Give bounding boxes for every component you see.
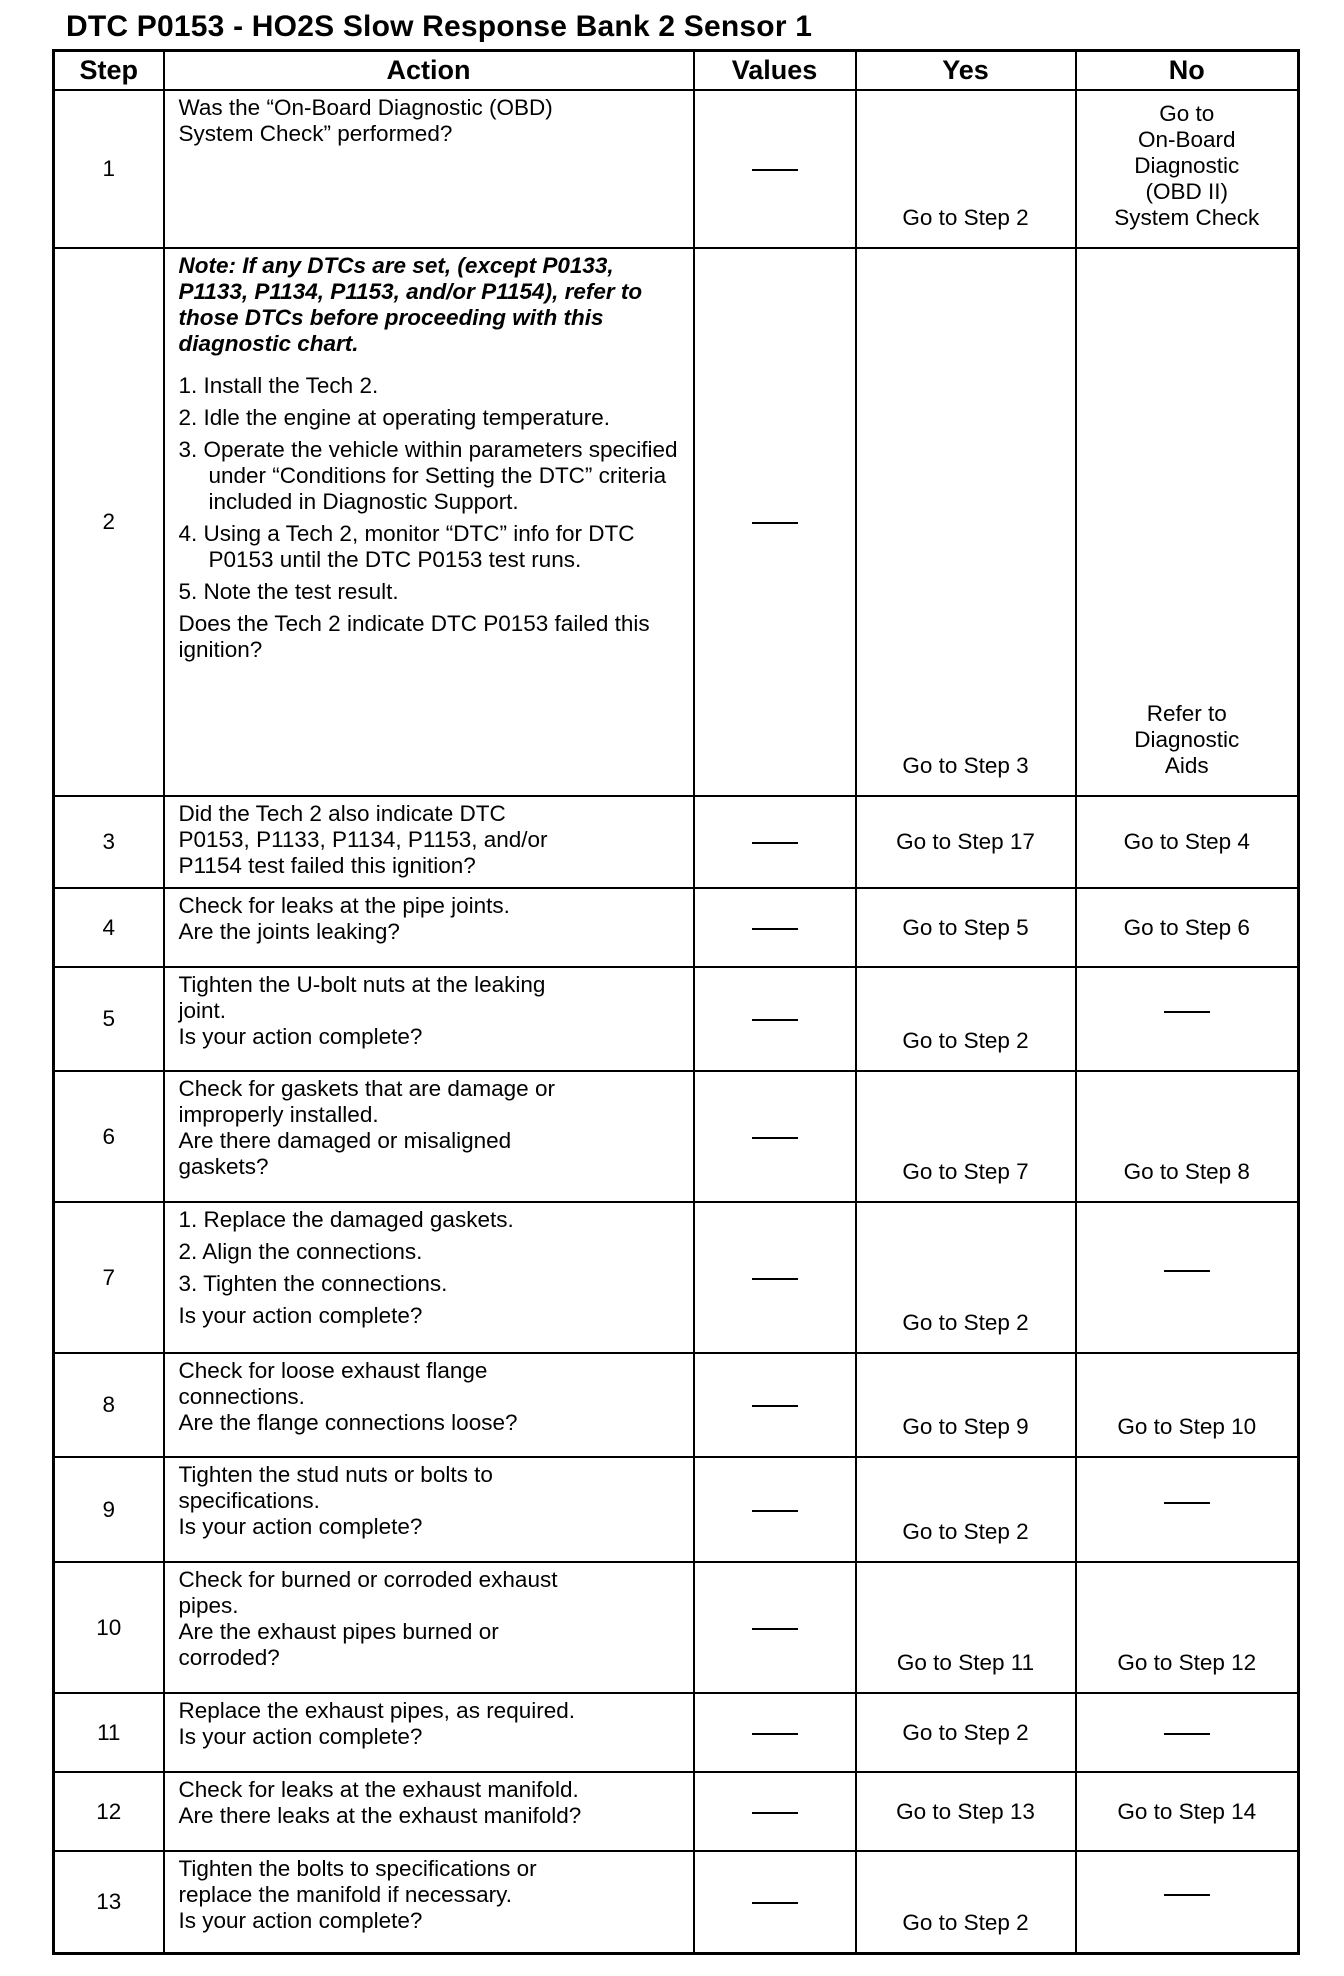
- action-cell: [164, 1851, 694, 1953]
- dash-mark: [752, 1019, 798, 1021]
- procedure-item: 4. Using a Tech 2, monitor “DTC” info for DTC P0153 until the DTC P0153 test runs.: [178, 521, 635, 572]
- no-cell: [1076, 1202, 1299, 1353]
- dash-mark: [752, 1628, 798, 1630]
- table-row: [54, 1071, 1299, 1202]
- yes-cell: Go to Step 2: [856, 1202, 1076, 1353]
- action-line: Are the exhaust pipes burned or: [178, 1619, 499, 1644]
- values-cell: [694, 1071, 856, 1202]
- table-row: [54, 1457, 1299, 1562]
- action-line: improperly installed.: [178, 1102, 379, 1127]
- dash-mark: [752, 842, 798, 844]
- table-row: [54, 1353, 1299, 1457]
- procedure-item: 3. Tighten the connections.: [178, 1271, 448, 1296]
- procedure-item: 2. Align the connections.: [178, 1239, 423, 1264]
- table-row: [54, 1693, 1299, 1772]
- dash-mark: [752, 1510, 798, 1512]
- action-line: Is your action complete?: [178, 1024, 423, 1049]
- action-line: Check for leaks at the exhaust manifold.: [178, 1777, 579, 1802]
- step-number: 9: [54, 1457, 164, 1562]
- yes-cell: Go to Step 3: [856, 248, 1076, 796]
- action-line: Check for gaskets that are damage or: [178, 1076, 555, 1101]
- dash-mark: [752, 1405, 798, 1407]
- procedure-item: 1. Replace the damaged gaskets.: [178, 1207, 514, 1232]
- dash-mark: [752, 1278, 798, 1280]
- table-row: [54, 1772, 1299, 1851]
- values-cell: [694, 967, 856, 1071]
- yes-cell: Go to Step 11: [856, 1562, 1076, 1693]
- header-action: Action: [164, 51, 694, 91]
- note-text: Note: If any DTCs are set, (except P0133, P1133, P1134, P1153, and/or P1154), refer to those DTCs before proceeding with this diagnostic chart.: [178, 253, 643, 356]
- action-cell: [164, 1772, 694, 1851]
- action-line: Are there leaks at the exhaust manifold?: [178, 1803, 582, 1828]
- page-title: DTC P0153 - HO2S Slow Response Bank 2 Sensor 1: [66, 10, 813, 43]
- action-cell: [164, 90, 694, 248]
- procedure-list: [179, 373, 685, 605]
- procedure-item: 1. Install the Tech 2.: [178, 373, 379, 398]
- dash-mark: [1164, 1894, 1210, 1896]
- step-number: 4: [54, 888, 164, 967]
- step-number: 5: [54, 967, 164, 1071]
- action-line: corroded?: [178, 1645, 280, 1670]
- values-cell: [694, 90, 856, 248]
- action-line: connections.: [178, 1384, 305, 1409]
- no-cell: Go to Step 8: [1076, 1071, 1299, 1202]
- procedure-item: 2. Idle the engine at operating temperature.: [178, 405, 611, 430]
- procedure-list: [179, 1207, 685, 1297]
- question-text: Is your action complete?: [178, 1303, 423, 1328]
- no-cell: [1076, 1693, 1299, 1772]
- dash-mark: [752, 522, 798, 524]
- action-line: Is your action complete?: [178, 1514, 423, 1539]
- values-cell: [694, 1851, 856, 1953]
- action-line: Check for burned or corroded exhaust: [178, 1567, 558, 1592]
- action-cell: [164, 1693, 694, 1772]
- no-cell: Go to Step 12: [1076, 1562, 1299, 1693]
- action-cell: [164, 888, 694, 967]
- dash-mark: [752, 1733, 798, 1735]
- values-cell: [694, 1693, 856, 1772]
- values-cell: [694, 1562, 856, 1693]
- no-cell: Go to Step 4: [1076, 796, 1299, 888]
- yes-cell: Go to Step 13: [856, 1772, 1076, 1851]
- step-number: 3: [54, 796, 164, 888]
- action-line: P0153, P1133, P1134, P1153, and/or: [178, 827, 548, 852]
- action-line: Are the joints leaking?: [178, 919, 400, 944]
- action-line: Is your action complete?: [178, 1908, 423, 1933]
- yes-cell: Go to Step 2: [856, 967, 1076, 1071]
- header-no: No: [1076, 51, 1299, 91]
- table-row: [54, 90, 1299, 248]
- action-line: System Check” performed?: [178, 121, 453, 146]
- table-row: [54, 888, 1299, 967]
- dash-mark: [1164, 1502, 1210, 1504]
- step-number: 8: [54, 1353, 164, 1457]
- no-cell: [1076, 1851, 1299, 1953]
- step-number: 7: [54, 1202, 164, 1353]
- action-line: Check for leaks at the pipe joints.: [178, 893, 510, 918]
- action-line: Tighten the bolts to specifications or: [178, 1856, 537, 1881]
- no-cell: Refer to Diagnostic Aids: [1076, 248, 1299, 796]
- dash-mark: [1164, 1011, 1210, 1013]
- dash-mark: [1164, 1733, 1210, 1735]
- table-row: [54, 1202, 1299, 1353]
- dash-mark: [752, 169, 798, 171]
- action-line: Are there damaged or misaligned: [178, 1128, 512, 1153]
- table-row: [54, 967, 1299, 1071]
- values-cell: [694, 248, 856, 796]
- values-cell: [694, 1772, 856, 1851]
- table-header-row: [54, 51, 1299, 91]
- step-number: 12: [54, 1772, 164, 1851]
- no-cell: Go to On-Board Diagnostic (OBD II) System Check: [1076, 90, 1299, 248]
- header-step: Step: [54, 51, 164, 91]
- table-row: [54, 1851, 1299, 1953]
- action-cell: [164, 796, 694, 888]
- action-line: replace the manifold if necessary.: [178, 1882, 513, 1907]
- dash-mark: [752, 1137, 798, 1139]
- action-cell: [164, 1071, 694, 1202]
- action-line: Check for loose exhaust flange: [178, 1358, 488, 1383]
- step-number: 2: [54, 248, 164, 796]
- question-text: Does the Tech 2 indicate DTC P0153 failed this ignition?: [178, 611, 650, 662]
- dash-mark: [752, 1902, 798, 1904]
- header-yes: Yes: [856, 51, 1076, 91]
- values-cell: [694, 888, 856, 967]
- no-cell: Go to Step 14: [1076, 1772, 1299, 1851]
- table-row: [54, 796, 1299, 888]
- action-cell: [164, 967, 694, 1071]
- action-line: Is your action complete?: [178, 1724, 423, 1749]
- action-line: Are the flange connections loose?: [178, 1410, 518, 1435]
- procedure-item: 3. Operate the vehicle within parameters specified under “Conditions for Setting the DTC” criteria included in Diagnostic Support.: [178, 437, 678, 514]
- yes-cell: Go to Step 2: [856, 1457, 1076, 1562]
- yes-cell: Go to Step 2: [856, 1851, 1076, 1953]
- step-number: 6: [54, 1071, 164, 1202]
- action-cell: [164, 248, 694, 796]
- yes-cell: Go to Step 17: [856, 796, 1076, 888]
- action-line: joint.: [178, 998, 227, 1023]
- yes-cell: Go to Step 2: [856, 90, 1076, 248]
- yes-cell: Go to Step 9: [856, 1353, 1076, 1457]
- step-number: 1: [54, 90, 164, 248]
- diagnostic-table: [52, 49, 1300, 1955]
- dash-mark: [1164, 1270, 1210, 1272]
- no-cell: [1076, 967, 1299, 1071]
- values-cell: [694, 1353, 856, 1457]
- yes-cell: Go to Step 7: [856, 1071, 1076, 1202]
- dash-mark: [752, 928, 798, 930]
- action-line: gaskets?: [178, 1154, 269, 1179]
- no-cell: Go to Step 10: [1076, 1353, 1299, 1457]
- yes-cell: Go to Step 2: [856, 1693, 1076, 1772]
- dash-mark: [752, 1812, 798, 1814]
- values-cell: [694, 1202, 856, 1353]
- no-cell: Go to Step 6: [1076, 888, 1299, 967]
- action-line: Did the Tech 2 also indicate DTC: [178, 801, 506, 826]
- action-line: specifications.: [178, 1488, 320, 1513]
- no-cell: [1076, 1457, 1299, 1562]
- action-line: Tighten the U-bolt nuts at the leaking: [178, 972, 546, 997]
- action-line: P1154 test failed this ignition?: [178, 853, 476, 878]
- action-line: Was the “On-Board Diagnostic (OBD): [178, 95, 553, 120]
- values-cell: [694, 1457, 856, 1562]
- header-values: Values: [694, 51, 856, 91]
- step-number: 11: [54, 1693, 164, 1772]
- table-row: [54, 248, 1299, 796]
- action-cell: [164, 1457, 694, 1562]
- yes-cell: Go to Step 5: [856, 888, 1076, 967]
- action-line: Replace the exhaust pipes, as required.: [178, 1698, 575, 1723]
- step-number: 10: [54, 1562, 164, 1693]
- action-line: pipes.: [178, 1593, 239, 1618]
- action-cell: [164, 1562, 694, 1693]
- action-cell: [164, 1353, 694, 1457]
- table-row: [54, 1562, 1299, 1693]
- action-cell: [164, 1202, 694, 1353]
- step-number: 13: [54, 1851, 164, 1953]
- procedure-item: 5. Note the test result.: [178, 579, 399, 604]
- values-cell: [694, 796, 856, 888]
- action-line: Tighten the stud nuts or bolts to: [178, 1462, 493, 1487]
